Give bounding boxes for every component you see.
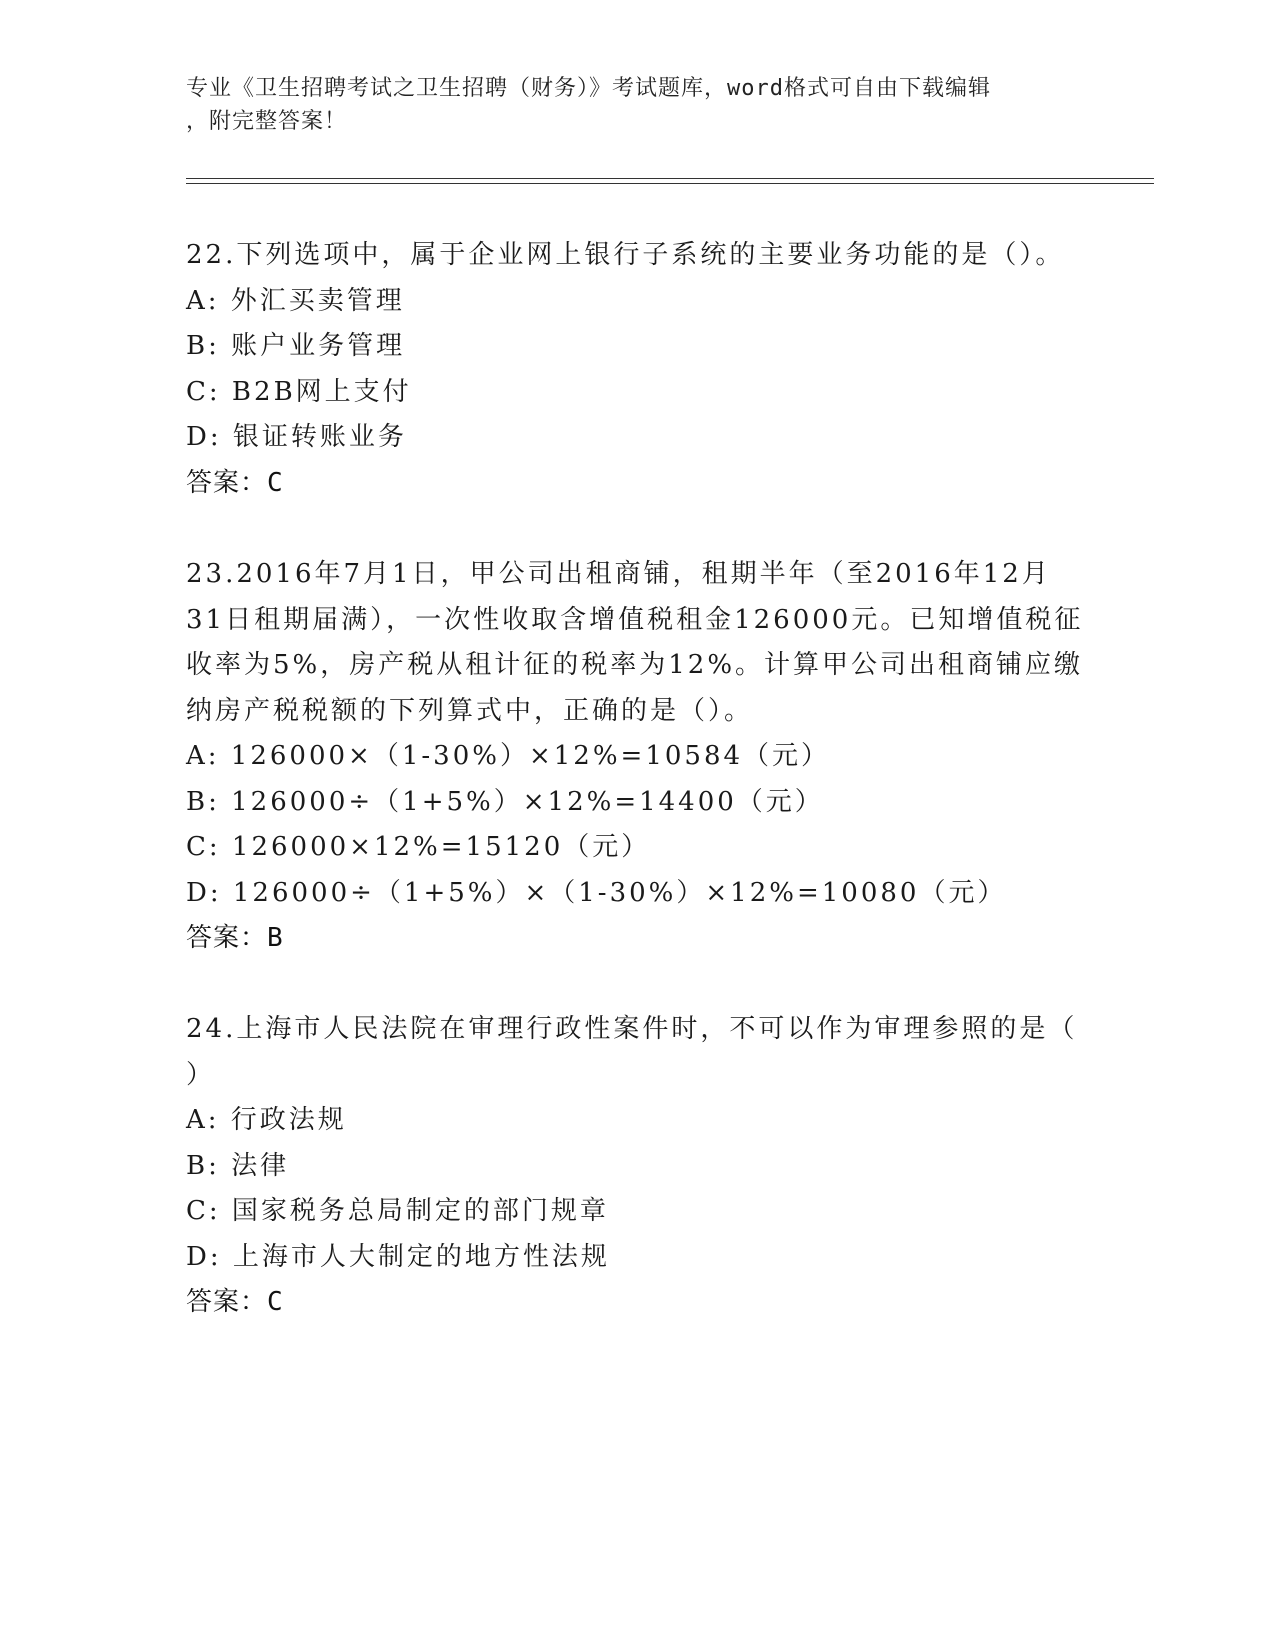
option-b: B: 126000÷（1+5%）×12%=14400（元） [186,786,824,817]
question-22 [186,233,1086,506]
question-stem-line-1: 23.2016年7月1日，甲公司出租商铺，租期半年（至2016年12月 [186,559,1051,589]
header-line-2: ，附完整答案！ [186,109,348,134]
header-divider-top [186,178,1154,179]
option-b: B: 法律 [186,1150,290,1181]
answer: 答案：C [186,1287,284,1317]
question-stem-line-3: 收率为5%，房产税从租计征的税率为12%。计算甲公司出租商铺应缴 [186,650,1084,680]
option-c: C: 126000×12%=15120（元） [186,832,651,862]
question-stem-line-4: 纳房产税税额的下列算式中，正确的是（）。 [186,695,754,726]
document-header [186,72,1086,138]
question-stem: 22.下列选项中，属于企业网上银行子系统的主要业务功能的是（）。 [186,240,1065,270]
option-c: C: B2B网上支付 [186,376,412,407]
question-stem-line-1: 24.上海市人民法院在审理行政性案件时，不可以作为审理参照的是（ [186,1014,1078,1044]
question-stem-line-2: 31日租期届满），一次性收取含增值税租金126000元。已知增值税征 [186,604,1084,635]
option-a: A: 外汇买卖管理 [186,285,405,316]
option-d: D: 上海市人大制定的地方性法规 [186,1241,610,1272]
question-stem-line-2: ） [186,1059,216,1090]
option-d: D: 银证转账业务 [186,422,407,452]
answer: 答案：C [186,467,284,498]
option-a: A: 行政法规 [186,1105,347,1135]
header-line-1: 专业《卫生招聘考试之卫生招聘（财务）》考试题库，word格式可自由下载编辑 [186,76,991,101]
question-24 [186,1007,1086,1326]
header-divider-bottom [186,183,1154,184]
question-23 [186,552,1086,962]
option-c: C: 国家税务总局制定的部门规章 [186,1196,609,1226]
option-d: D: 126000÷（1+5%）×（1-30%）×12%=10080（元） [186,877,1007,908]
answer: 答案：B [186,923,284,953]
option-a: A: 126000×（1-30%）×12%=10584（元） [186,741,831,771]
option-b: B: 账户业务管理 [186,331,406,361]
